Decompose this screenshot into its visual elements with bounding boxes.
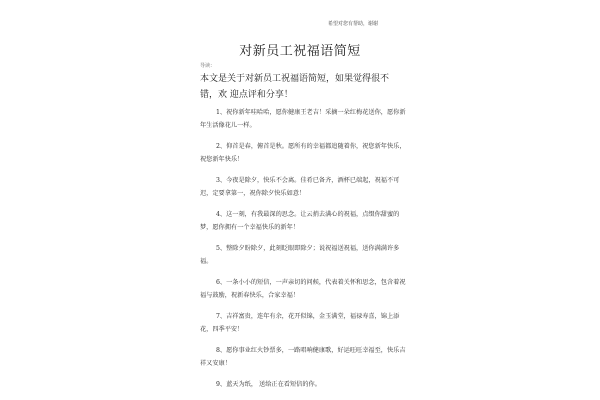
list-item: 3、今夜是除夕，快乐不会离。佳肴已备齐，酒杯已端起，祝福不可迟，定要拿第一，祝你除夕快乐如意！: [200, 177, 400, 197]
list-item: 9、蓝天为纸， 送给正在看短信的你。: [216, 381, 321, 388]
list-item: 2、仰首是春，俯首是秋。愿所有的幸福都追随着你，祝您新年快乐，祝您新年快乐！: [200, 143, 406, 163]
list-item: 7、吉祥富贵，连年有余，花开似锦，金玉满堂，福禄寿喜，锦上添花，四季平安！: [200, 313, 400, 333]
blessing-list: [200, 106, 410, 399]
intro-paragraph: 本文是关于对新员工祝福语简短，如果觉得很不错，欢 迎点评和分享！: [200, 74, 390, 100]
guide-label: 导读：: [200, 63, 216, 69]
list-item: 8、愿你事业红火钞票多，一路唱响健康歌，好运旺旺幸福至，快乐吉祥又安康！: [200, 347, 406, 367]
list-item: 1、祝你新年哇哈哈，愿你健康王老吉！采摘一朵红梅花送你，愿你新年生活像花儿一样。: [200, 109, 406, 129]
list-item: 6、一条小小的短信，一声亲切的问候，代表着关怀和思念，包含着祝福与鼓励，祝新春快乐，合家幸福！: [200, 279, 406, 299]
list-item: 5、整除夕盼除夕，此刻眨眼即除夕；说祝福送祝福，送你满满许多福。: [200, 245, 400, 265]
list-item: 4、这一刻，有我最深的思念。让云捎去满心的祝福，点缀你甜蜜的梦，愿你拥有一个幸福快乐的新年！: [200, 211, 400, 231]
header-note: 希望对您有帮助，谢谢: [328, 21, 379, 27]
document-title: 对新员工祝福语简短: [239, 44, 361, 59]
